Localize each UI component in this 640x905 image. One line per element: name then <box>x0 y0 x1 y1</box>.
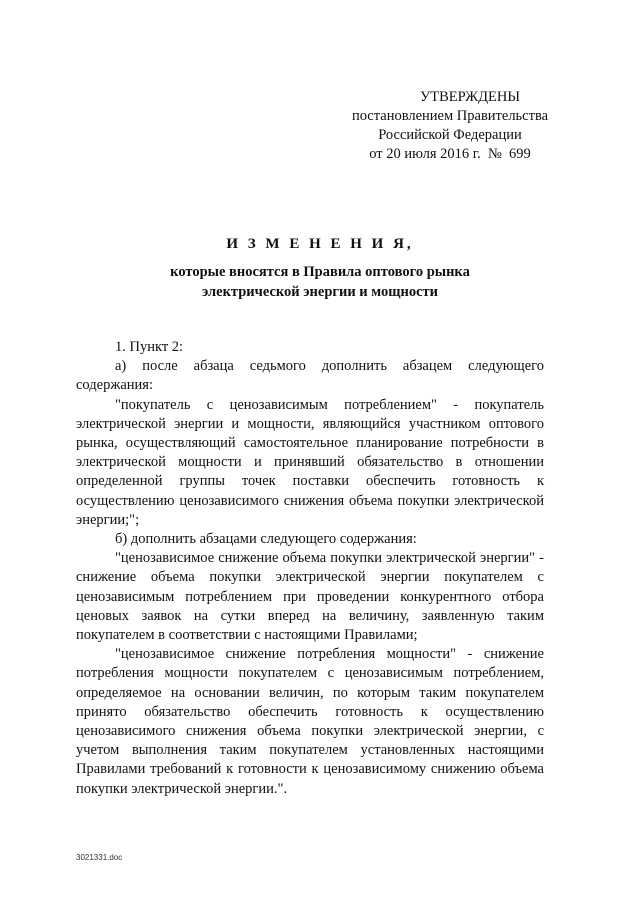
paragraph-subitem-a: а) после абзаца седьмого дополнить абзацем следующего содержания: <box>76 358 544 394</box>
subtitle-line-2: электрической энергии и мощности <box>202 284 438 300</box>
approval-stamp <box>330 88 570 164</box>
paragraph-definition-capacity-reduction: "ценозависимое снижение потребления мощности" - снижение потребления мощности покупателем с ценозависимым потреблением, определяемое на основании величин, по которым таким покупателем принято обязательство обеспечить готовность к осуществлению ценозависимого снижения объема покупки электрической энергии, с учетом выполнения таким покупателем установленных настоящими Правилами требований к готовности к ценозависимому снижению объема покупки электрической энергии.". <box>76 646 544 797</box>
document-body <box>76 338 544 799</box>
approval-line-2: Российской Федерации <box>378 127 522 143</box>
approval-line-3: от 20 июля 2016 г. № 699 <box>369 146 531 162</box>
paragraph-definition-buyer: "покупатель с ценозависимым потреблением" - покупатель электрической энергии и мощности, являющийся участником оптового рынка, осуществляющий самостоятельное планирование потребности в электрической мощности и принявший обязательство в отношении определенной группы точек поставки обеспечить готовность к осуществлению ценозависимого снижения объема покупки электрической энергии;"; <box>76 396 544 528</box>
footer-file-name: 3021331.doc <box>76 853 123 862</box>
document-title: И З М Е Н Е Н И Я, <box>226 236 414 252</box>
approval-line-1: постановлением Правительства <box>351 108 549 124</box>
approval-title: УТВЕРЖДЕНЫ <box>419 89 521 105</box>
paragraph-definition-energy-reduction: "ценозависимое снижение объема покупки электрической энергии" - снижение объема покупки электрической энергии покупателем с ценозависимым потреблением при проведении конкурентного отбора ценовых заявок на сутки вперед на величину, заявленную таким покупателем в соответствии с настоящими Правилами; <box>76 550 544 644</box>
paragraph-subitem-b: б) дополнить абзацами следующего содержания: <box>115 531 417 548</box>
document-subtitle <box>120 262 520 302</box>
subtitle-line-1: которые вносятся в Правила оптового рынка <box>170 264 470 280</box>
paragraph-item-heading: 1. Пункт 2: <box>115 339 184 355</box>
